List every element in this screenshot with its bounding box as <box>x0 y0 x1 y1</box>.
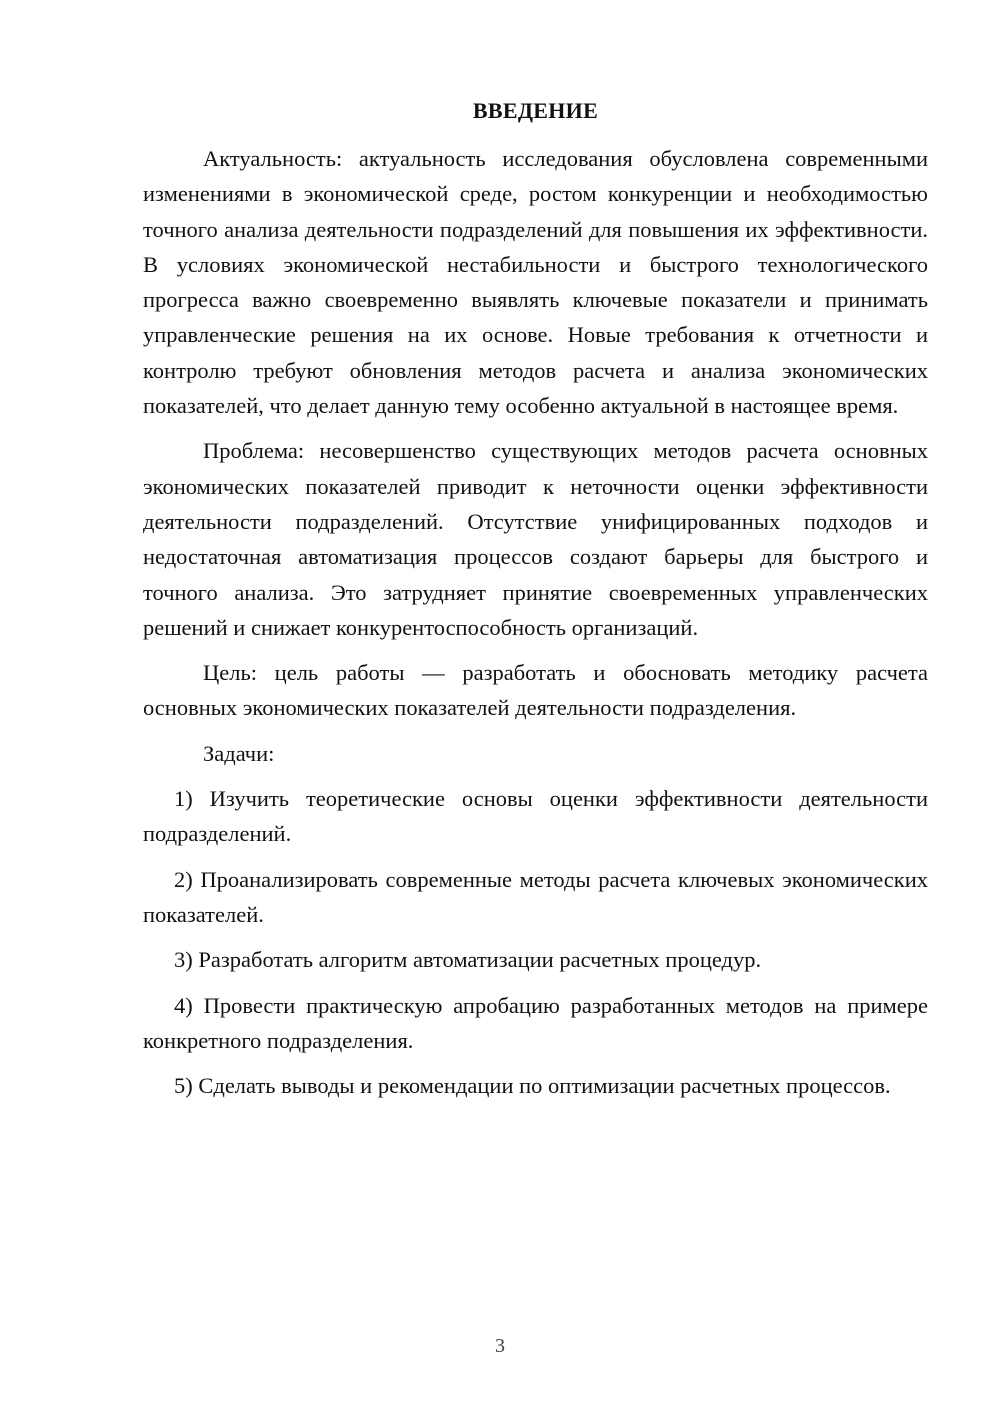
list-item: 4) Провести практическую апробацию разработанных методов на примере конкретного подразделения. <box>143 992 928 1053</box>
page-number: 3 <box>495 1335 505 1357</box>
tasks-list <box>143 781 928 1103</box>
list-item: 1) Изучить теоретические основы оценки эффективности деятельности подразделений. <box>143 786 928 847</box>
paragraph-problem: Проблема: несовершенство существующих методов расчета основных экономических показателей приводит к неточности оценки эффективности деятельности подразделений. Отсутствие унифицированных подходов и недостаточная автоматизация процессов создают барьеры для быстрого и точного анализа. Это затрудняет принятие своевременных управленческих решений и снижает конкурентоспособность организаций. <box>143 438 928 640</box>
page-title: ВВЕДЕНИЕ <box>472 98 599 123</box>
page-content <box>143 95 928 1113</box>
list-item: 5) Сделать выводы и рекомендации по оптимизации расчетных процессов. <box>174 1073 891 1099</box>
tasks-heading: Задачи: <box>203 740 275 766</box>
list-item: 3) Разработать алгоритм автоматизации расчетных процедур. <box>174 947 762 973</box>
paragraph-goal: Цель: цель работы — разработать и обосновать методику расчета основных экономических показателей деятельности подразделения. <box>143 660 928 721</box>
paragraph-relevance: Актуальность: актуальность исследования обусловлена современными изменениями в экономической среде, ростом конкуренции и необходимостью точного анализа деятельности подразделений для повышения их эффективности. В условиях экономической нестабильности и быстрого технологического прогресса важно своевременно выявлять ключевые показатели и принимать управленческие решения на их основе. Новые требования к отчетности и контролю требуют обновления методов расчета и анализа экономических показателей, что делает данную тему особенно актуальной в настоящее время. <box>143 146 928 419</box>
list-item: 2) Проанализировать современные методы расчета ключевых экономических показателей. <box>143 866 928 927</box>
